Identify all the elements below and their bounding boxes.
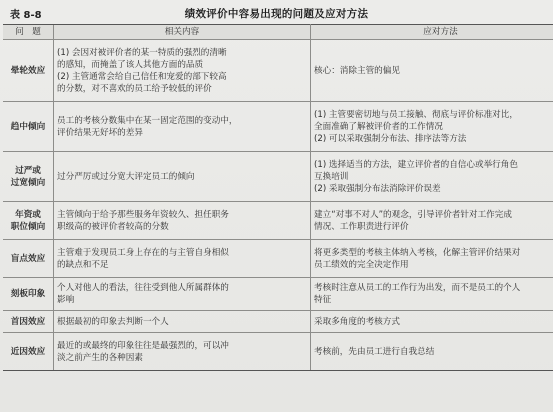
method-cell-line: 员工绩效的完全决定作用 <box>314 259 409 270</box>
issue-cell-line: 晕轮效应 <box>10 65 46 76</box>
content-cell-line: 影响 <box>57 295 75 305</box>
method-cell-line: 特征 <box>314 295 332 305</box>
table-row <box>3 102 553 152</box>
content-cell-line: 职级高的被评价者较高的分数 <box>57 221 169 232</box>
method-cell <box>311 333 553 371</box>
issue-cell-line: 盲点效应 <box>10 253 46 264</box>
method-cell-line: (2) 采取强制分布法消除评价误差 <box>314 183 441 194</box>
method-cell-line: (1) 选择适当的方法，建立评价者的自信心或举行角色 <box>314 159 518 170</box>
content-cell <box>54 152 311 202</box>
method-cell <box>311 278 553 311</box>
content-cell-line: 过分严厉或过分宽大评定员工的倾向 <box>57 171 195 182</box>
column-header-content: 相关内容 <box>54 25 311 40</box>
method-cell-line: 采取多角度的考核方式 <box>314 316 400 327</box>
content-cell <box>54 311 311 333</box>
method-cell <box>311 311 553 333</box>
content-cell-line: 主管倾向于给予那些服务年资较久、担任职务 <box>57 209 229 220</box>
method-cell-line: 全面准确了解被评价者的工作情况 <box>314 121 443 132</box>
table-number: 表 8-8 <box>10 10 42 21</box>
method-cell <box>311 40 553 102</box>
table-row <box>3 152 553 202</box>
method-cell <box>311 240 553 278</box>
content-cell <box>54 333 311 371</box>
content-cell-line: 的缺点和不足 <box>57 259 109 270</box>
issue-cell-line: 近因效应 <box>10 346 46 357</box>
table-caption <box>8 4 545 22</box>
issue-cell-line: 职位倾向 <box>10 221 46 232</box>
content-cell <box>54 40 311 102</box>
method-cell <box>311 102 553 152</box>
issue-cell-line: 首因效应 <box>10 316 46 327</box>
issue-cell-line: 过严或 <box>15 165 41 176</box>
method-cell-line: 考核前，先由员工进行自我总结 <box>314 346 435 357</box>
issue-cell-line: 过宽倾向 <box>10 177 46 188</box>
column-header-issue: 问 题 <box>3 25 54 40</box>
table-row <box>3 311 553 333</box>
method-cell-line: 核心：消除主管的偏见 <box>314 65 400 76</box>
table-header-row <box>3 25 553 40</box>
table-row <box>3 278 553 311</box>
issue-cell <box>3 202 54 240</box>
content-cell-line: 主管难于发现员工身上存在的与主管自身相似 <box>57 247 229 258</box>
issue-cell <box>3 152 54 202</box>
table-row <box>3 202 553 240</box>
content-cell <box>54 278 311 311</box>
issue-cell <box>3 240 54 278</box>
method-cell-line: 将更多类型的考核主体纳入考核，化解主管评价结果对 <box>314 247 521 258</box>
issue-cell-line: 趋中倾向 <box>10 121 46 132</box>
content-cell-line: 个人对他人的看法，往往受到他人所属群体的 <box>57 283 229 293</box>
method-cell-line: 情况、工作职责进行评价 <box>314 221 409 232</box>
method-cell-line: 互换培训 <box>314 171 349 182</box>
content-cell-line: (1) 会因对被评价者的某一特质的强烈的清晰 <box>57 47 227 58</box>
column-header-method: 应对方法 <box>311 25 553 40</box>
method-cell-line: (2) 可以采取强制分布法、排序法等方法 <box>314 133 467 144</box>
content-cell <box>54 240 311 278</box>
issue-cell-line: 刻板印象 <box>10 289 46 299</box>
issue-cell-line: 年资或 <box>15 209 41 220</box>
content-cell <box>54 202 311 240</box>
issue-cell <box>3 102 54 152</box>
table-row <box>3 240 553 278</box>
table-title: 绩效评价中容易出现的问题及应对方法 <box>184 8 369 20</box>
method-cell-line: 考核时注意从员工的工作行为出发，而不是员工的个人 <box>314 283 521 293</box>
table-row <box>3 40 553 102</box>
method-cell <box>311 152 553 202</box>
table-row <box>3 333 553 371</box>
content-cell-line: 评价结果无好坏的差异 <box>57 127 143 138</box>
content-cell-line: 根据最初的印象去判断一个人 <box>57 316 169 327</box>
issue-cell <box>3 40 54 102</box>
content-cell-line: 员工的考核分数集中在某一固定范围的变动中， <box>57 115 238 126</box>
method-cell-line: 建立“对事不对人”的观念，引导评价者针对工作完成 <box>314 209 512 220</box>
content-cell <box>54 102 311 152</box>
performance-issues-table <box>3 24 553 371</box>
issue-cell <box>3 333 54 371</box>
issue-cell <box>3 311 54 333</box>
method-cell-line: (1) 主管要密切地与员工接触、彻底与评价标准对比， <box>314 109 518 120</box>
table-body <box>3 40 553 371</box>
content-cell-line: 淡之前产生的各种因素 <box>57 352 143 363</box>
content-cell-line: 最近的或最终的印象往往是最强烈的，可以冲 <box>57 340 229 351</box>
content-cell-line: 的分数，对不喜欢的员工给予较低的评价 <box>57 83 212 94</box>
issue-cell <box>3 278 54 311</box>
content-cell-line: (2) 主管通常会给自己信任和宠爱的部下较高 <box>57 71 227 82</box>
content-cell-line: 的感知，而掩盖了该人其他方面的品质 <box>57 59 204 70</box>
method-cell <box>311 202 553 240</box>
